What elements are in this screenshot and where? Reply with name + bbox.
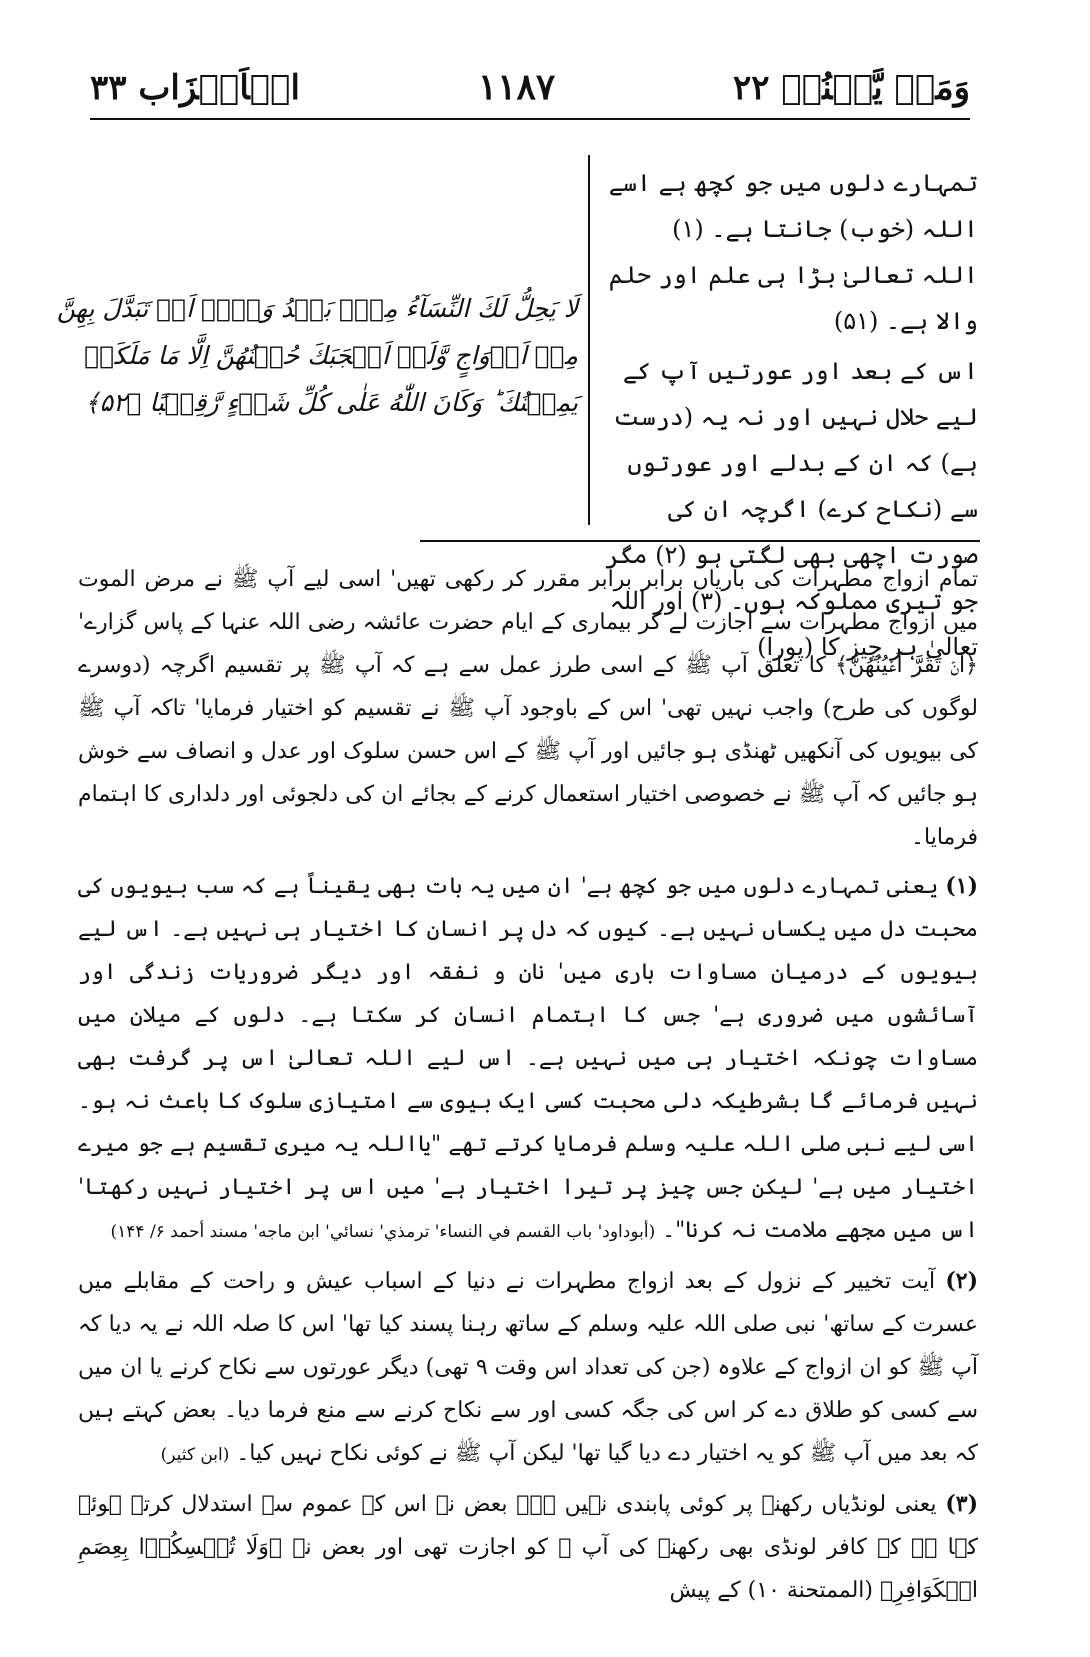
ayah-line-1: لَا يَحِلُّ لَكَ النِّسَآءُ مِنۡۢ بَعۡدُ وَلَاۤ اَنۡ تَبَدَّلَ بِهِنَّ [56, 294, 578, 323]
page-number: ١١٨٧ [477, 66, 556, 108]
commentary-intro: تمام ازواج مطہرات کی باریاں برابر برابر مقرر کر رکھی تھیں' اسی لیے آپ ﷺ نے مرض الموت میں ازواج مطہرات سے اجازت لے کر بیماری کے ایام حضرت عائشہ رضی اللہ عنہا کے پاس گزارے' ﴿اَنۡ تَقَرَّ اَعۡيُنُهُنَّ﴾ کا تعلق آپ ﷺ کے اسی طرز عمل سے ہے کہ آپ ﷺ پر تقسیم اگرچہ (دوسرے لوگوں کی طرح) واجب نہیں تھی' اس کے باوجود آپ ﷺ نے تقسیم کو اختیار فرمایا' تاکہ آپ ﷺ کی بیویوں کی آنکھیں ٹھنڈی ہو جائیں اور آپ ﷺ کے اس حسن سلوک اور عدل و انصاف سے خوش ہو جائیں کہ آپ ﷺ نے خصوصی اختیار استعمال کرنے کے بجائے ان کی دلجوئی اور دلداری کا اہتمام فرمایا۔ [78, 567, 978, 850]
footnote-3-number: (۳) [945, 1491, 979, 1517]
footnote-2-number: (۲) [945, 1268, 979, 1294]
header-divider [90, 118, 970, 120]
footnote-1-number: (۱) [945, 873, 978, 899]
footnote-2-reference: (ابن کثیر) [160, 1445, 230, 1465]
footnote-3 [78, 1483, 978, 1612]
footnote-2-text: آیت تخییر کے نزول کے بعد ازواج مطہرات نے دنیا کے اسباب عیش و راحت کے مقابلے میں عسرت کے ساتھ' نبی صلی اللہ علیہ وسلم کے ساتھ رہنا پسند کیا تھا' اس کا صلہ اللہ نے یہ دیا کہ آپ ﷺ کو ان ازواج کے علاوہ (جن کی تعداد اس وقت ۹ تھی) دیگر عورتوں سے نکاح کرنے یا ان میں سے کسی کو طلاق دے کر اس کی جگہ کسی اور سے نکاح کرنے سے منع فرما دیا۔ بعض کہتے ہیں کہ بعد میں آپ ﷺ کو یہ اختیار دے دیا گیا تھا' لیکن آپ ﷺ نے کوئی نکاح نہیں کیا۔ [78, 1269, 978, 1466]
surah-title: الۡاَحۡزَاب ٣٣ [90, 68, 301, 108]
translation-line-2: اللہ تعالیٰ بڑا ہی علم اور حلم والا ہے۔ (۵۱) [608, 261, 978, 335]
footnote-1-reference: (أبوداود' باب القسم في النساء' ترمذي' نسائي' ابن ماجه' مسند أحمد ۶/ ۱۴۴) [110, 1222, 656, 1242]
column-divider [588, 155, 590, 525]
footnote-1 [78, 865, 978, 1254]
commentary-section [78, 558, 978, 1618]
footnote-3-text: یعنی لونڈیاں رکھنے پر کوئی پابندی نہیں ہے۔ بعض نے اس کے عموم سے استدلال کرتے ہوئے کہا ہے کہ کافر لونڈی بھی رکھنے کی آپ ﷺ کو اجازت تھی اور بعض نے ﴿وَلَا تُمۡسِكُوۡا بِعِصَمِ الۡكَوَافِرِ﴾ (الممتحنة ۱۰) کے پیش [78, 1492, 978, 1603]
page-header [90, 58, 970, 108]
footnote-2 [78, 1260, 978, 1477]
footnote-1-text: یعنی تمہارے دلوں میں جو کچھ ہے' ان میں یہ بات بھی یقیناً ہے کہ سب بیویوں کی محبت دل میں یکساں نہیں ہے۔ کیوں کہ دل پر انسان کا اختیار ہی نہیں ہے۔ اس لیے بیویوں کے درمیان مساوات باری میں' نان و نفقہ اور دیگر ضروریات زندگی اور آسائشوں میں ضروری ہے' جس کا اہتمام انسان کر سکتا ہے۔ دلوں کے میلان میں مساوات چونکہ اختیار ہی میں نہیں ہے۔ اس لیے اللہ تعالیٰ اس پر گرفت بھی نہیں فرمائے گا بشرطیکہ دلی محبت کسی ایک بیوی سے امتیازی سلوک کا باعث نہ ہو۔ اسی لیے نبی صلی اللہ علیہ وسلم فرمایا کرتے تھے "یااللہ یہ میری تقسیم ہے جو میرے اختیار میں ہے' لیکن جس چیز پر تیرا اختیار ہے' میں اس پر اختیار نہیں رکھتا' اس میں مجھے ملامت نہ کرنا"۔ [78, 874, 978, 1243]
translation-ayah-52: اس کے بعد اور عورتیں آپ کے لیے حلال نہیں اور نہ یہ (درست ہے) کہ ان کے بدلے اور عورتوں سے (نکاح کرے) اگرچہ ان کی صورت اچھی بھی لگتی ہو (۲) مگر جو تیری مملوکہ ہوں۔ (۳) اور اللہ تعالیٰ ہر چیز کا (پورا) [605, 357, 978, 661]
footnote-divider [420, 540, 980, 542]
translation-line-1: تمہارے دلوں میں جو کچھ ہے اسے اللہ (خوب) جانتا ہے۔ (۱) [608, 169, 978, 243]
ayah-line-2: مِنۡ اَزۡوَاجٍ وَّلَوۡ اَعۡجَبَكَ حُسۡنُهُنَّ اِلَّا مَا مَلَكَتۡ [84, 341, 578, 370]
arabic-ayah-column [56, 285, 578, 426]
ayah-line-3: يَمِيۡنُكَ ؕ وَكَانَ اللّٰهُ عَلٰى كُلِّ شَىۡءٍ رَّقِيۡبًا ﴿۵۲﴾ [84, 388, 578, 417]
juz-title: وَمَنۡ يَّقۡنُتۡ ٢٢ [733, 68, 970, 108]
